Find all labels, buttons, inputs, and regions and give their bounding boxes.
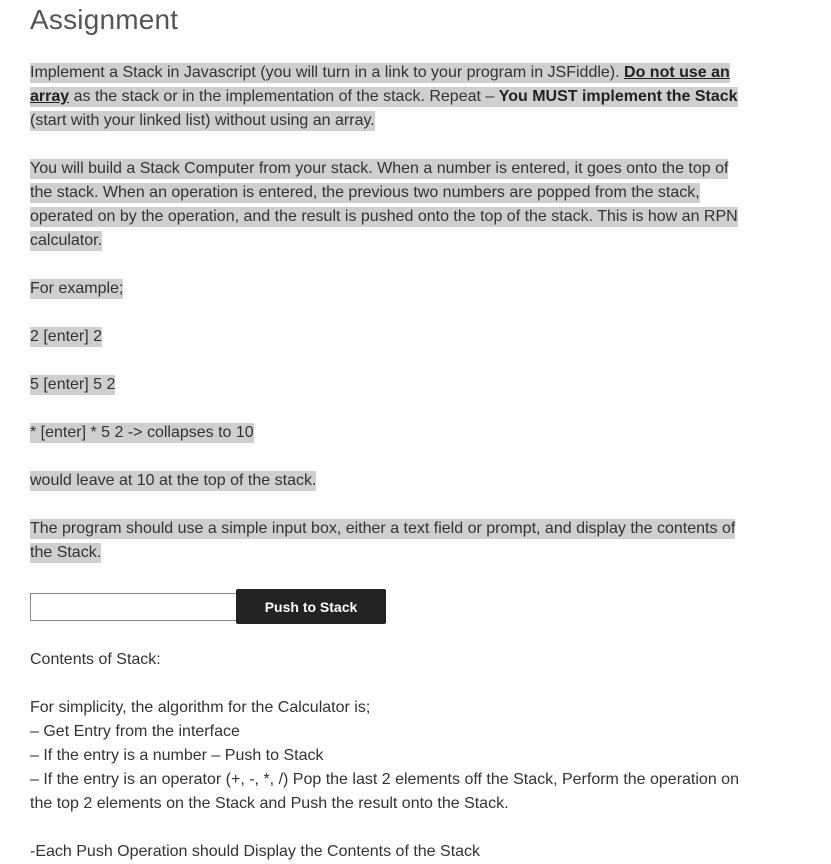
- p1-text-f: (start with your linked list) without using an array.: [30, 112, 375, 129]
- p3-line-2: the Stack.: [30, 544, 102, 561]
- algorithm-step-1: – Get Entry from the interface: [30, 723, 240, 740]
- example-line-3-text: * [enter] * 5 2 -> collapses to 10: [30, 424, 254, 441]
- example-line-2: [30, 373, 770, 397]
- page-title: Assignment: [30, 4, 179, 35]
- push-display-note: -Each Push Operation should Display the Contents of the Stack: [30, 843, 481, 860]
- paragraph-implement-stack: [30, 61, 770, 133]
- contents-of-stack-label: Contents of Stack:: [30, 651, 161, 668]
- p3-line-1: The program should use a simple input box, either a text field or prompt, and display the contents of: [30, 520, 736, 537]
- p1-bold-array: array: [30, 88, 70, 105]
- p1-text-d: as the stack or in the implementation of the stack. Repeat –: [69, 88, 499, 105]
- p1-bold-do-not-use: Do not use an: [624, 64, 730, 81]
- p2-line-2: the stack. When an operation is entered, the previous two numbers are popped from the stack,: [30, 184, 700, 201]
- example-line-4-text: would leave at 10 at the top of the stack.: [30, 472, 317, 489]
- example-line-1-text: 2 [enter] 2: [30, 328, 103, 345]
- p2-line-3: operated on by the operation, and the result is pushed onto the top of the stack. This is how an RPN: [30, 208, 738, 225]
- algorithm-step-3b: the top 2 elements on the Stack and Push the result onto the Stack.: [30, 795, 509, 812]
- p1-text-a: Implement a Stack in Javascript (you will turn in a link to your program in JSFiddle).: [30, 64, 625, 81]
- example-line-1: [30, 325, 770, 349]
- example-intro-text: For example;: [30, 280, 124, 297]
- example-line-2-text: 5 [enter] 5 2: [30, 376, 116, 393]
- p2-line-4: calculator.: [30, 232, 103, 249]
- p2-line-1: You will build a Stack Computer from your stack. When a number is entered, it goes onto the top of: [30, 160, 729, 177]
- algorithm-step-3a: – If the entry is an operator (+, -, *, /) Pop the last 2 elements off the Stack, Perform the operation on: [30, 771, 739, 788]
- algorithm-intro: For simplicity, the algorithm for the Calculator is;: [30, 699, 371, 716]
- p1-bold-must-implement: You MUST implement the Stack: [498, 88, 738, 105]
- example-line-4: [30, 469, 770, 493]
- paragraph-program-input: [30, 517, 770, 565]
- push-to-stack-button[interactable]: Push to Stack: [236, 589, 386, 624]
- example-line-3: [30, 421, 770, 445]
- algorithm-section: [30, 696, 790, 816]
- paragraph-stack-computer: [30, 157, 770, 253]
- example-intro: [30, 277, 770, 301]
- algorithm-step-2: – If the entry is a number – Push to Stack: [30, 747, 324, 764]
- stack-entry-input[interactable]: [30, 593, 238, 621]
